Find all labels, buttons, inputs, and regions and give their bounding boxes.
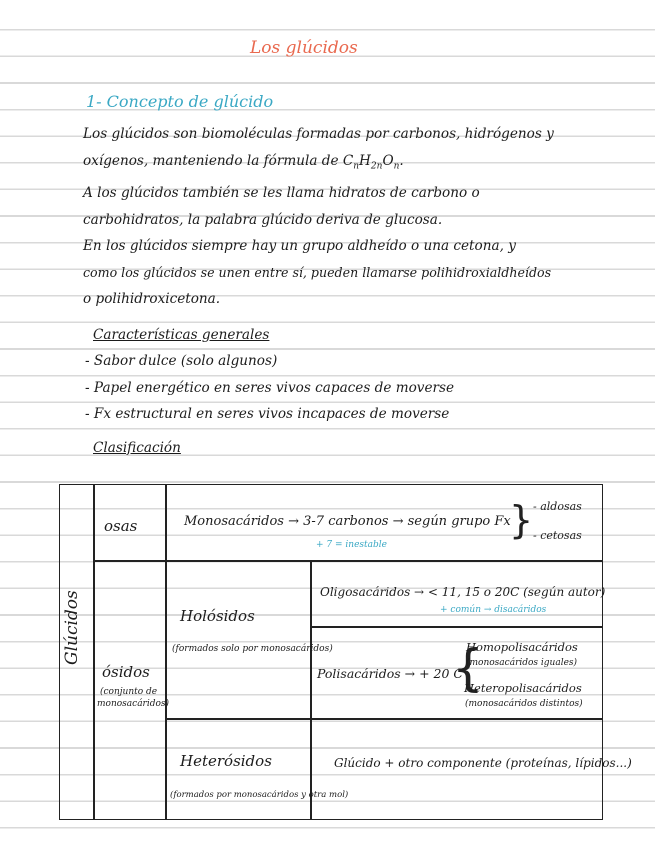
- aldosas-label: - aldosas: [533, 500, 582, 513]
- heterosidos-label: Heterósidos: [180, 752, 272, 770]
- divider: [310, 560, 312, 820]
- oligo-note: + común → disacáridos: [440, 605, 547, 615]
- brace-icon: }: [509, 498, 534, 542]
- heterosidos-note: (formados por monosacáridos y otra mol): [170, 790, 349, 800]
- divider: [165, 718, 603, 720]
- glucidos-side-label: Glúcidos: [62, 590, 82, 665]
- divider: [93, 484, 95, 820]
- hetero-note: (monosacáridos distintos): [465, 699, 583, 709]
- list-item: - Papel energético en seres vivos capaces de moverse: [85, 379, 455, 396]
- oligosacaridos-text: Oligosacáridos → < 11, 15 o 20C (según autor): [320, 585, 606, 599]
- osidos-label: ósidos: [102, 663, 150, 681]
- paragraph-line: como los glúcidos se unen entre sí, pueden llamarse polihidroxialdheídos: [83, 264, 552, 280]
- inestable-note: + 7 = inestable: [316, 540, 387, 550]
- section-heading: 1- Concepto de glúcido: [86, 92, 274, 111]
- osas-label: osas: [104, 517, 138, 535]
- divider: [165, 484, 167, 820]
- classification-heading: Clasificación: [93, 440, 181, 456]
- cetosas-label: - cetosas: [533, 529, 582, 542]
- characteristics-heading: Características generales: [93, 327, 270, 343]
- monosacaridos-text: Monosacáridos → 3-7 carbonos → según grupo Fx: [184, 514, 511, 529]
- homopolisacaridos-label: Homopolisacáridos: [466, 640, 578, 654]
- paragraph-line: carbohidratos, la palabra glúcido deriva de glucosa.: [83, 211, 443, 228]
- page-title: Los glúcidos: [250, 38, 358, 58]
- heterosidos-definition: Glúcido + otro componente (proteínas, lípidos...): [334, 756, 632, 770]
- brace-icon: {: [452, 639, 484, 697]
- homo-note: (monosacáridos iguales): [466, 658, 578, 668]
- list-item: - Sabor dulce (solo algunos): [85, 353, 278, 369]
- paragraph-line: o polihidroxicetona.: [83, 291, 221, 308]
- list-item: - Fx estructural en seres vivos incapaces de moverse: [85, 406, 450, 423]
- divider: [310, 626, 603, 628]
- polisacaridos-text: Polisacáridos → + 20 C: [317, 666, 463, 681]
- osidos-note: (conjunto de: [100, 687, 158, 697]
- paragraph-line: Los glúcidos son biomoléculas formadas por carbonos, hidrógenos y: [83, 126, 554, 142]
- paragraph-line-formula: oxígenos, manteniendo la fórmula de $C_nH_{2n}O_n$.: [83, 152, 404, 172]
- holosidos-note: (formados solo por monosacáridos): [172, 644, 333, 654]
- paragraph-line: A los glúcidos también se les llama hidratos de carbono o: [83, 184, 480, 201]
- characteristics-list: [85, 348, 454, 428]
- paragraph-line: En los glúcidos siempre hay un grupo aldheído o una cetona, y: [83, 238, 516, 255]
- divider: [93, 560, 603, 562]
- osidos-note: monosacáridos): [97, 699, 170, 709]
- concept-paragraph: [83, 121, 603, 313]
- holosidos-label: Holósidos: [180, 607, 255, 625]
- heteropolisacaridos-label: Heteropolisacáridos: [464, 681, 582, 695]
